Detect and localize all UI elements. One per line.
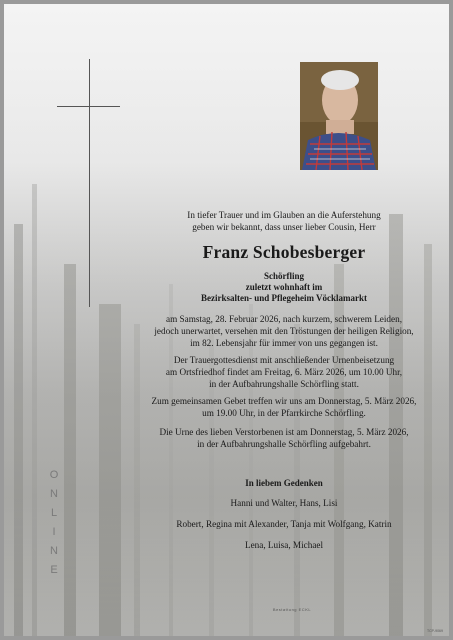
document-code: TCP-9069 [427,629,443,633]
online-letter: I [52,526,56,538]
online-letter: L [50,507,58,519]
online-vertical-label [44,466,64,580]
prayer-paragraph [114,395,449,419]
place-line: Bezirksalten- und Pflegeheim Vöcklamarkt [200,293,368,303]
paragraph-line: jedoch unerwartet, versehen mit den Tröstungen der heiligen Religion, [154,326,414,336]
paragraph-line: Der Trauergottesdienst mit anschließender Urnenbeisetzung [173,355,395,365]
online-letter: E [50,564,58,576]
deceased-name: Franz Schobesberger [202,242,366,262]
paragraph-line: in der Aufbahrungshalle Schörfling aufgebahrt. [197,439,371,449]
memorial-heading: In liebem Gedenken [245,478,323,488]
mourner-line: Hanni und Walter, Hans, Lisi [230,498,338,508]
portrait-photo [300,62,378,170]
intro-line: geben wir bekannt, dass unser lieber Cousin, Herr [192,222,376,232]
online-letter: N [50,488,58,500]
cross-icon-bar [57,106,120,107]
paragraph-line: Zum gemeinsamen Gebet treffen wir uns am Donnerstag, 5. März 2026, [151,396,417,406]
paragraph-line: am Samstag, 28. Februar 2026, nach kurzem, schwerem Leiden, [166,314,402,324]
intro-line: In tiefer Trauer und im Glauben an die Auferstehung [187,210,381,220]
funeral-service-paragraph [114,354,449,390]
paragraph-line: Die Urne des lieben Verstorbenen ist am Donnerstag, 5. März 2026, [159,427,409,437]
urn-paragraph [114,426,449,450]
obituary-page [4,4,449,636]
funeral-home-logo: Bestattung ECKL [272,607,312,612]
online-letter: N [50,545,58,557]
cross-icon [89,59,90,307]
mourner-line: Lena, Luisa, Michael [244,540,324,550]
paragraph-line: in der Aufbahrungshalle Schörfling statt. [209,379,359,389]
mourner-line: Robert, Regina mit Alexander, Tanja mit Wolfgang, Katrin [176,519,392,529]
intro-text [114,209,449,233]
place-line: Schörfling [263,271,304,281]
paragraph-line: am Ortsfriedhof findet am Freitag, 6. März 2026, um 10.00 Uhr, [165,367,403,377]
online-letter: O [49,469,59,481]
residence-info [114,271,449,304]
place-line: zuletzt wohnhaft im [245,282,323,292]
paragraph-line: im 82. Lebensjahr für immer von uns gegangen ist. [190,338,378,348]
death-notice-paragraph [114,313,449,349]
paragraph-line: um 19.00 Uhr, in der Pfarrkirche Schörfling. [202,408,366,418]
